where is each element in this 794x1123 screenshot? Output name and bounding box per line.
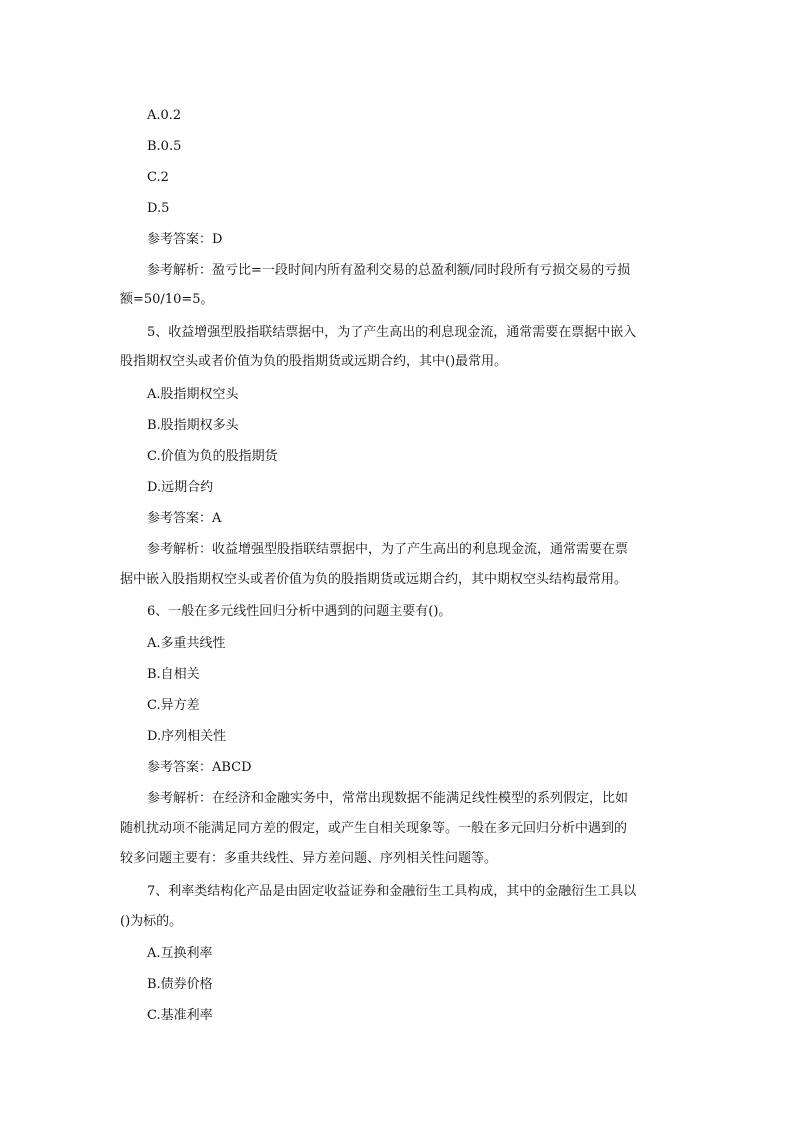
q5-analysis-line-1: 参考解析：收益增强型股指联结票据中，为了产生高出的利息现金流，通常需要在票 [147, 542, 629, 557]
q7-option-b: B.债券价格 [147, 977, 213, 992]
q6-option-d: D.序列相关性 [147, 729, 227, 744]
q6-answer: 参考答案：ABCD [147, 760, 252, 775]
q4-option-c: C.2 [147, 170, 169, 185]
q6-option-a: A.多重共线性 [147, 636, 226, 651]
q6-analysis-line-1: 参考解析：在经济和金融实务中，常常出现数据不能满足线性模型的系列假定，比如 [147, 791, 629, 806]
q5-analysis-line-2: 据中嵌入股指期权空头或者价值为负的股指期货或远期合约，其中期权空头结构最常用。 [120, 572, 628, 587]
q6-option-b: B.自相关 [147, 667, 200, 682]
q5-option-a: A.股指期权空头 [147, 387, 239, 402]
q5-option-c: C.价值为负的股指期货 [147, 449, 278, 464]
q4-option-a: A.0.2 [147, 108, 182, 123]
q4-answer: 参考答案：D [147, 232, 223, 247]
q4-option-d: D.5 [147, 201, 170, 216]
q7-question-line-1: 7、利率类结构化产品是由固定收益证券和金融衍生工具构成，其中的金融衍生工具以 [147, 884, 637, 899]
q4-option-b: B.0.5 [147, 139, 182, 154]
q5-option-b: B.股指期权多头 [147, 418, 239, 433]
q4-analysis-line-2: 额=50/10=5。 [120, 292, 214, 307]
q7-option-a: A.互换利率 [147, 946, 213, 961]
q6-option-c: C.异方差 [147, 698, 200, 713]
q6-analysis-line-2: 随机扰动项不能满足同方差的假定，或产生自相关现象等。一般在多元回归分析中遇到的 [120, 821, 628, 836]
q7-question-line-2: ()为标的。 [120, 914, 183, 929]
q6-analysis-line-3: 较多问题主要有：多重共线性、异方差问题、序列相关性问题等。 [120, 851, 498, 866]
q5-answer: 参考答案：A [147, 511, 222, 526]
q5-question-line-2: 股指期权空头或者价值为负的股指期货或远期合约，其中()最常用。 [120, 354, 508, 369]
q5-question-line-1: 5、收益增强型股指联结票据中，为了产生高出的利息现金流，通常需要在票据中嵌入 [147, 325, 637, 340]
q4-analysis-line-1: 参考解析：盈亏比=一段时间内所有盈利交易的总盈利额/同时段所有亏损交易的亏损 [147, 263, 631, 278]
q7-option-c: C.基准利率 [147, 1008, 213, 1023]
q5-option-d: D.远期合约 [147, 480, 214, 495]
q6-question-line-1: 6、一般在多元线性回归分析中遇到的问题主要有()。 [147, 604, 452, 619]
